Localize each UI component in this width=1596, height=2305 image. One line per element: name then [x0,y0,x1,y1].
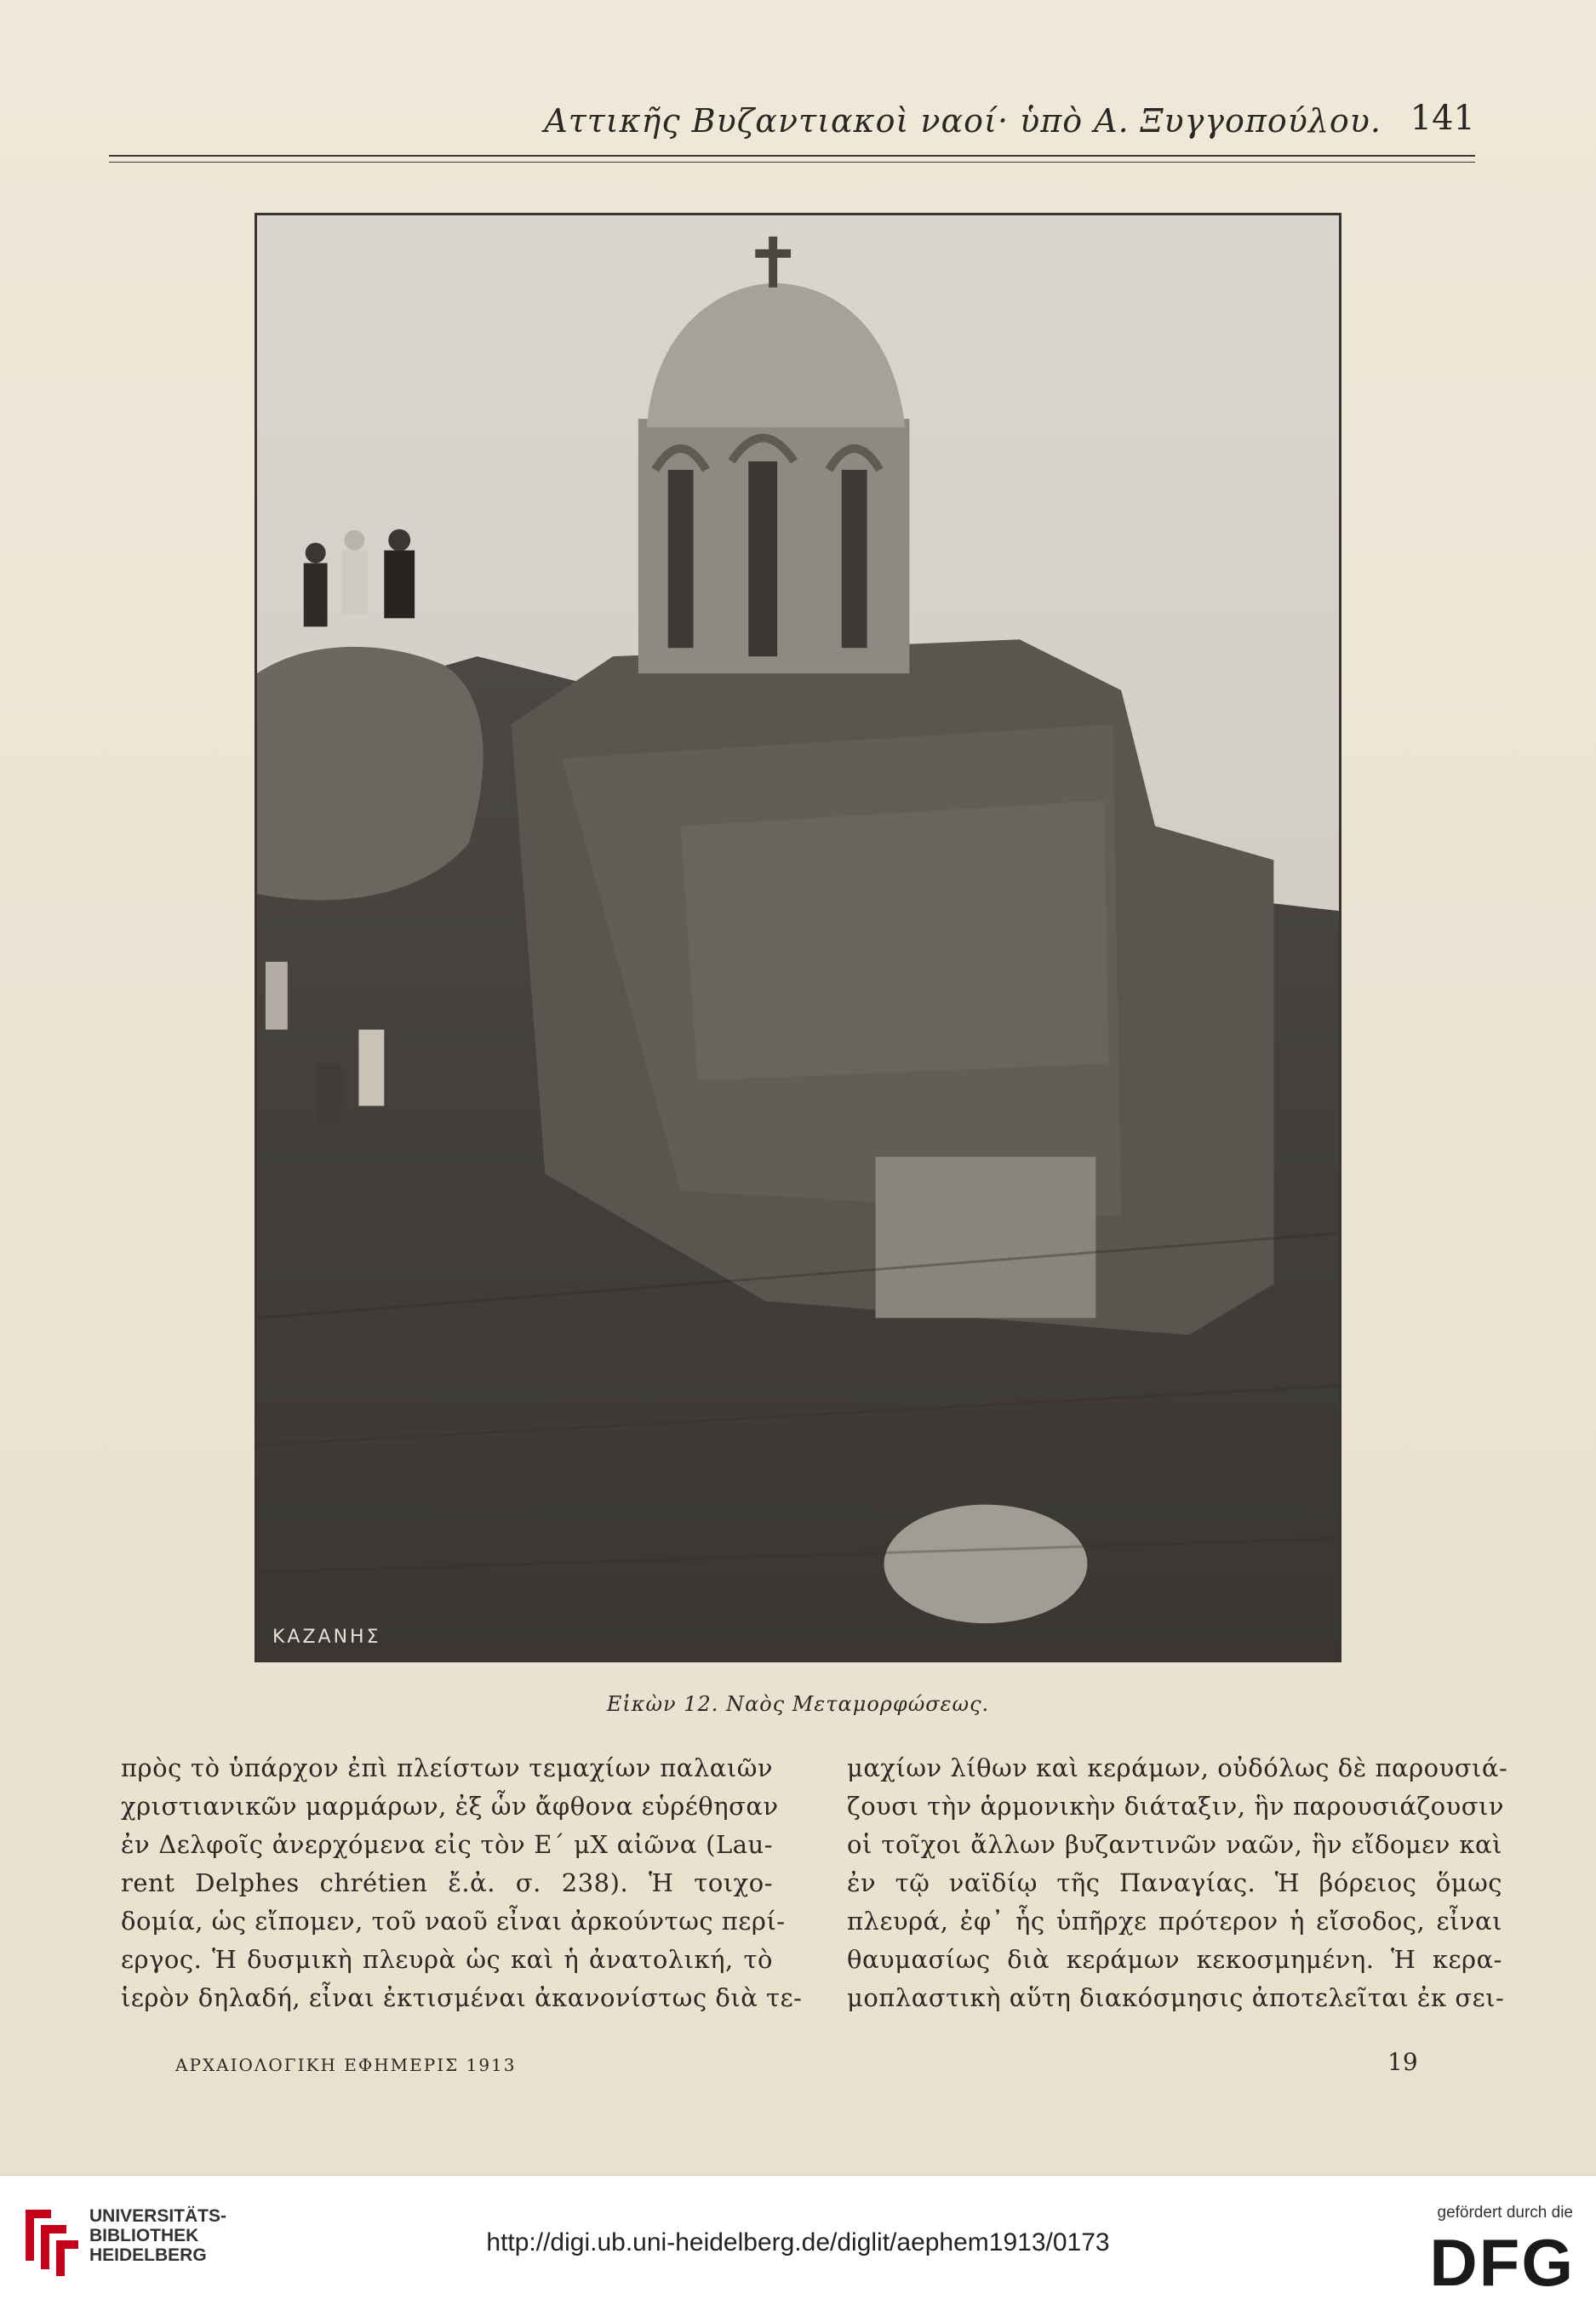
journal-footer: ΑΡΧΑΙΟΛΟΓΙΚΗ ΕΦΗΜΕΡΙΣ 1913 [175,2055,517,2075]
dfg-logo: DFG [1429,2225,1575,2300]
text-line: εργος. Ἡ δυσμικὴ πλευρὰ ὡς καὶ ἡ ἀνατολική, τὸ [121,1945,773,1974]
signature-number: 19 [1387,2048,1418,2076]
text-line: θαυμασίως διὰ κεράμων κεκοσμημένη. Ἡ κερα- [847,1945,1502,1974]
church-photograph [255,213,1341,1662]
library-name-line: BIBLIOTHEK [89,2226,199,2245]
digitization-banner [0,2175,1596,2305]
funding-label: gefördert durch die [1437,2204,1573,2222]
header-rule [109,155,1475,157]
figure-caption: Εἰκὼν 12. Ναὸς Μεταμορφώσεως. [606,1692,990,1716]
photo-illustration [257,215,1339,1660]
photographer-mark: ΚΑΖΑΝΗΣ [272,1627,381,1648]
text-line: ζουσι τὴν ἁρμονικὴν διάταξιν, ἣν παρουσιάζουσιν [847,1792,1505,1821]
text-line: μοπλαστικὴ αὕτη διακόσμησις ἀποτελεῖται ἐκ σει- [847,1983,1505,2012]
body-column-left [121,1749,803,2017]
text-line: ἐν τῷ ναϊδίῳ τῆς Παναγίας. Ἡ βόρειος ὅμως [847,1868,1502,1897]
text-line: χριστιανικῶν μαρμάρων, ἐξ ὧν ἄφθονα εὑρέθησαν [121,1792,779,1821]
library-name-line: HEIDELBERG [89,2245,207,2265]
text-line: οἱ τοῖχοι ἄλλων βυζαντινῶν ναῶν, ἣν εἴδομεν καὶ [847,1830,1502,1859]
page-number: 141 [1410,99,1475,138]
header-rule-thin [109,162,1475,163]
text-line: δομία, ὡς εἴπομεν, τοῦ ναοῦ εἶναι ἀρκούντως περί- [121,1907,786,1936]
text-line: πρὸς τὸ ὑπάρχον ἐπὶ πλείστων τεμαχίων παλαιῶν [121,1753,773,1782]
text-line: ἐν Δελφοῖς ἀνερχόμενα εἰς τὸν Ε΄ μΧ αἰῶνα (Lau- [121,1830,773,1859]
running-title: Αττικῆς Βυζαντιακοὶ ναοί· ὑπὸ Α. Ξυγγοπούλου. [544,102,1381,140]
text-line: πλευρά, ἐφ᾽ ἧς ὑπῆρχε πρότερον ἡ εἴσοδος, εἶναι [847,1907,1502,1936]
text-line: rent Delphes chrétien ἔ.ἀ. σ. 238). Ἡ τοιχο- [121,1868,773,1897]
running-head [109,95,1475,146]
permalink-url[interactable]: http://digi.ub.uni-heidelberg.de/diglit/aephem1913/0173 [486,2228,1110,2256]
library-name-line: UNIVERSITÄTS- [89,2206,227,2226]
body-column-right [847,1749,1508,2017]
text-line: μαχίων λίθων καὶ κεράμων, οὐδόλως δὲ παρουσιά- [847,1753,1508,1782]
text-line: ἱερὸν δηλαδή, εἶναι ἐκτισμέναι ἀκανονίστως διὰ τε- [121,1983,803,2012]
